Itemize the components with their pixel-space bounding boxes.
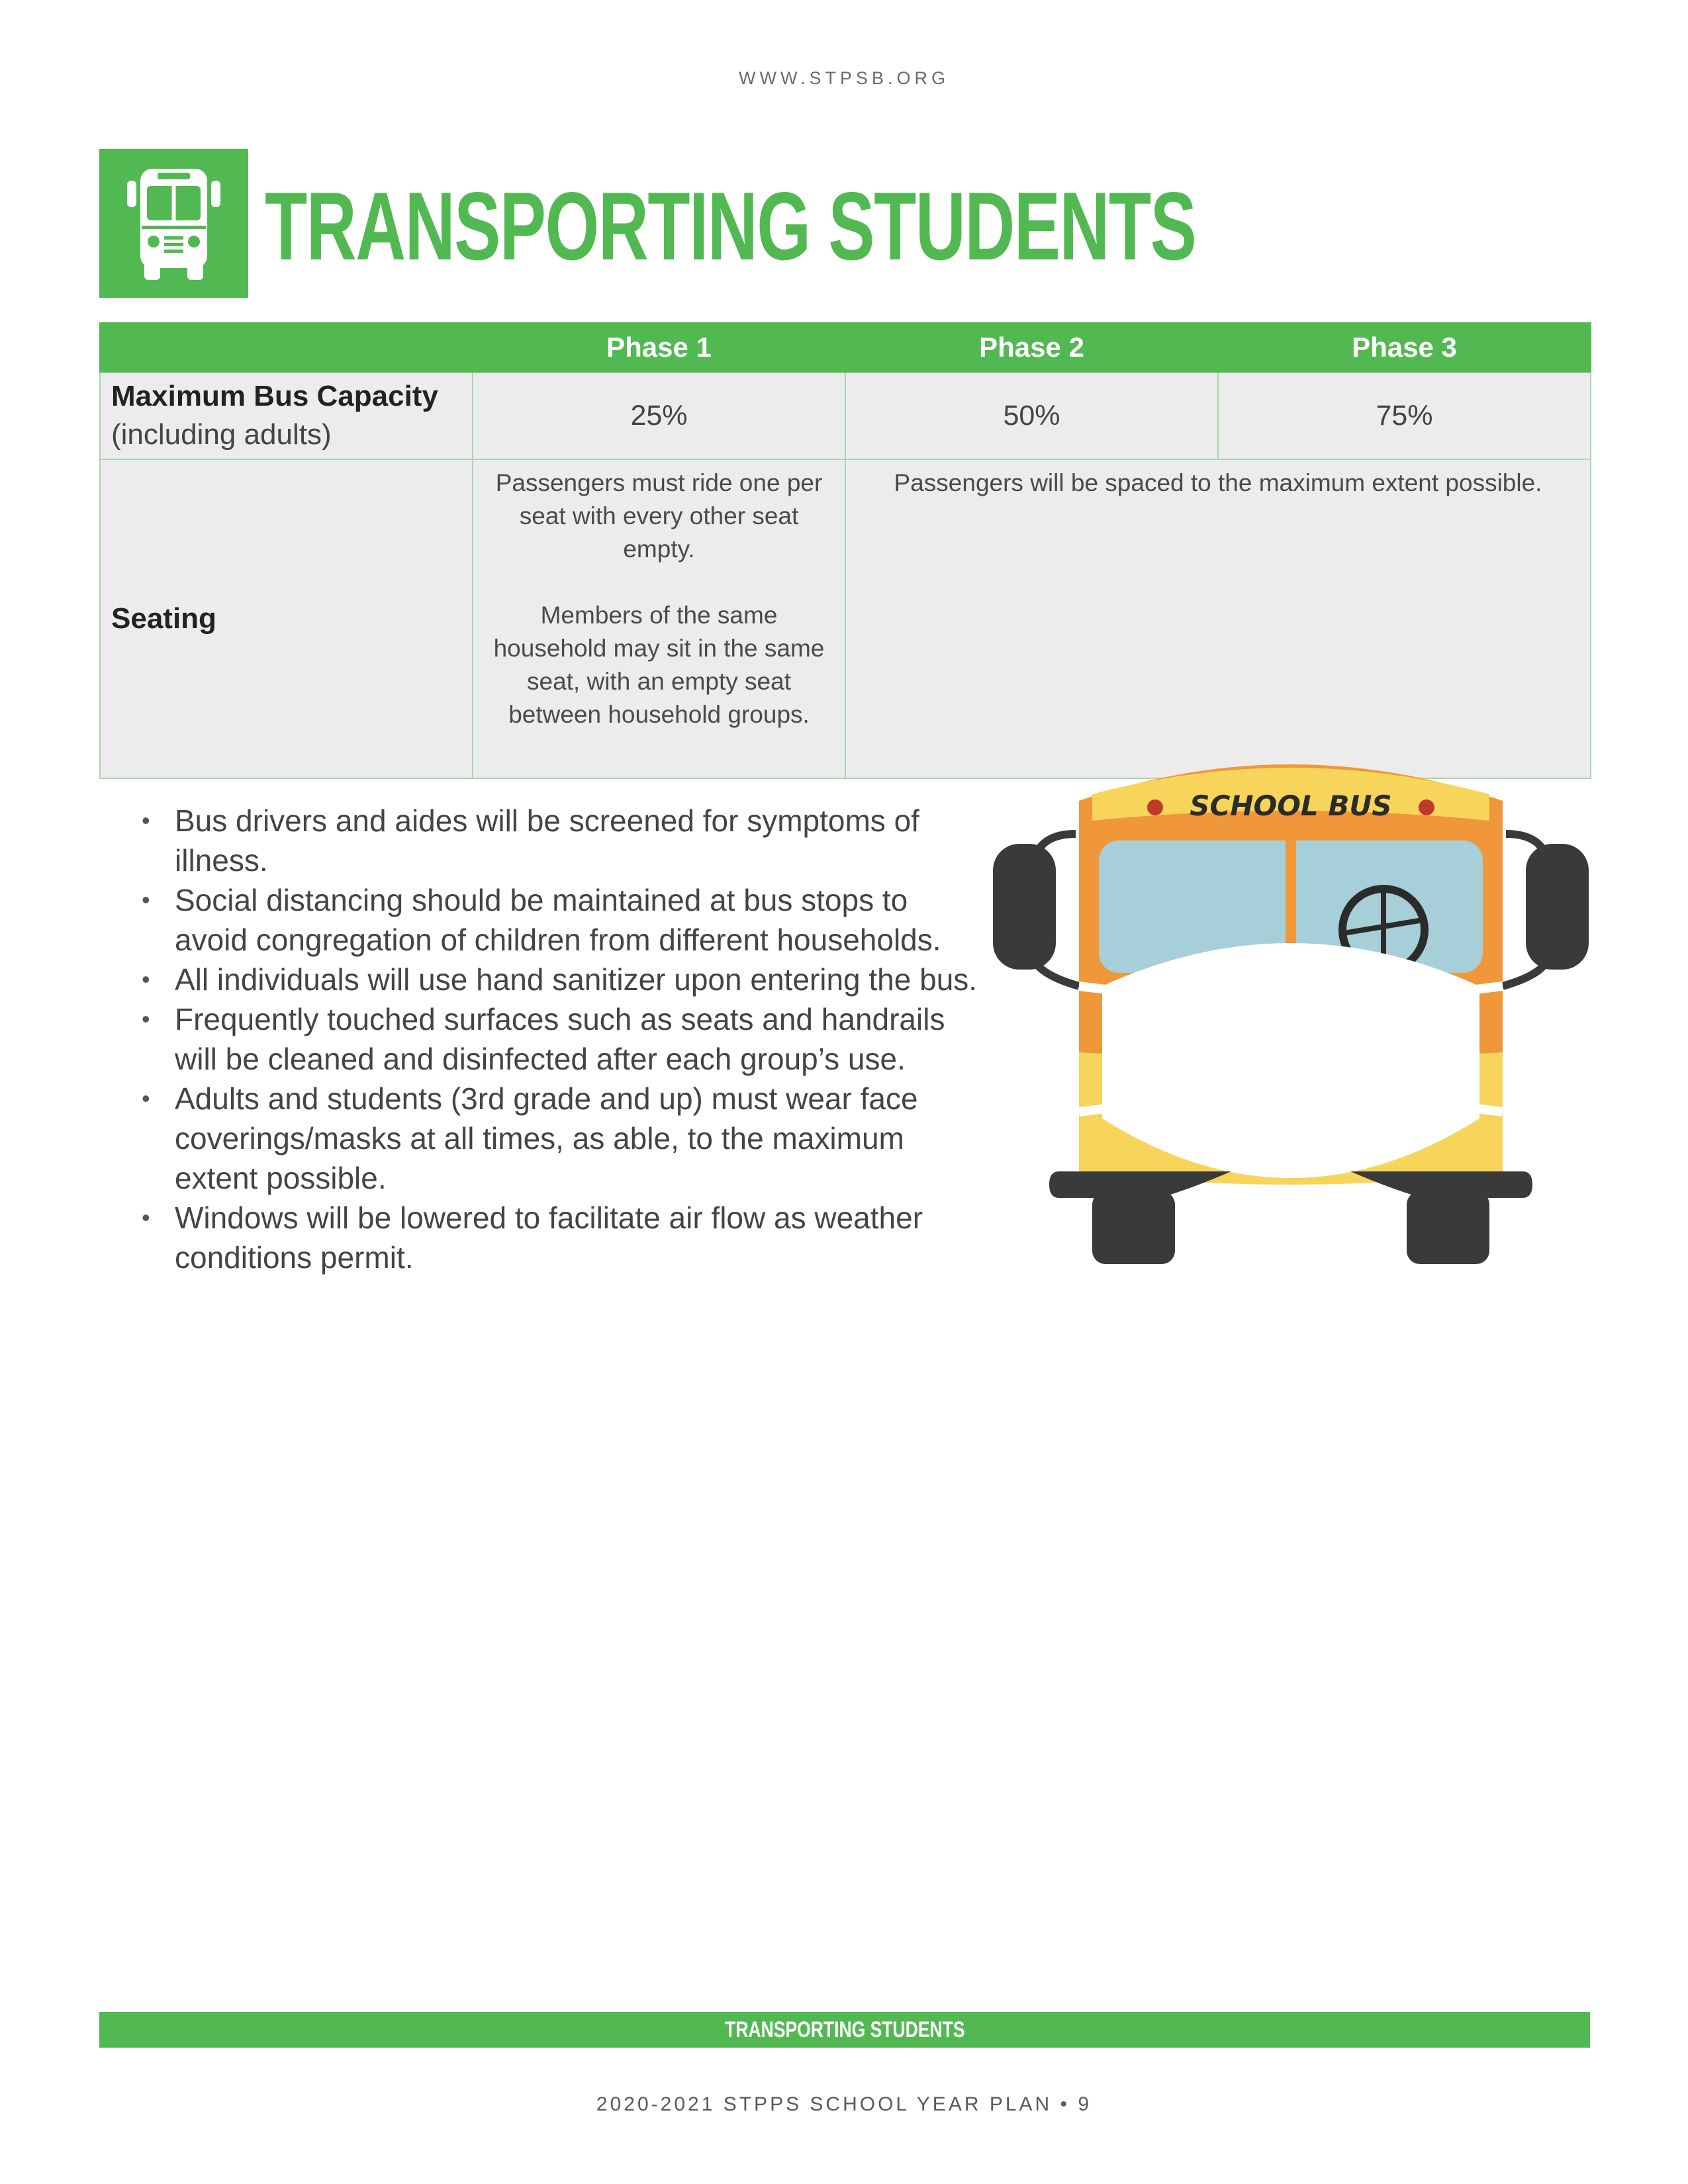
header-phase-2: Phase 2 <box>845 323 1218 372</box>
capacity-phase-3: 75% <box>1218 372 1591 459</box>
footer-section-bar <box>99 2012 1590 2048</box>
face-mask-icon <box>1102 943 1479 1178</box>
right-wheel-icon <box>1407 1191 1489 1264</box>
page-footer: 2020-2021 STPPS SCHOOL YEAR PLAN • 9 <box>596 2093 1092 2115</box>
list-item: • Bus drivers and aides will be screened for symptoms of illness. <box>175 801 982 880</box>
school-bus-icon <box>99 149 248 298</box>
capacity-sublabel: (including adults) <box>111 418 332 451</box>
page-title: TRANSPORTING STUDENTS <box>265 172 1196 280</box>
left-mirror-icon <box>993 844 1056 970</box>
list-item: • Adults and students (3rd grade and up) must wear face coverings/masks at all times, as able, to the maximum extent possible. <box>175 1079 982 1198</box>
list-item: • All individuals will use hand sanitizer upon entering the bus. <box>175 960 982 999</box>
table-row <box>100 372 1591 459</box>
list-item: • Social distancing should be maintained at bus stops to avoid congregation of children from different households. <box>175 880 982 960</box>
list-item: • Windows will be lowered to facilitate air flow as weather conditions permit. <box>175 1198 982 1277</box>
seating-label: Seating <box>111 602 216 635</box>
seating-row-header <box>100 459 473 778</box>
site-url: WWW.STPSB.ORG <box>739 68 949 88</box>
capacity-label: Maximum Bus Capacity <box>111 380 438 412</box>
bus-sign-text: SCHOOL BUS <box>1190 790 1392 822</box>
footer-section-label: TRANSPORTING STUDENTS <box>724 2017 965 2042</box>
masked-school-bus-illustration <box>986 735 1595 1284</box>
seating-phase-1-household: Members of the same household may sit in the same seat, with an empty seat between household groups. <box>493 602 825 728</box>
right-mirror-icon <box>1526 844 1589 970</box>
header-blank <box>100 323 473 372</box>
seating-phase-1-rule: Passengers must ride one per seat with every other seat empty. <box>495 469 823 563</box>
table-row <box>100 459 1591 778</box>
capacity-phase-2: 50% <box>845 372 1218 459</box>
table-header-row <box>100 323 1591 372</box>
capacity-row-header <box>100 372 473 459</box>
header-phase-3: Phase 3 <box>1218 323 1591 372</box>
guideline-list <box>132 801 982 1277</box>
list-item: • Frequently touched surfaces such as seats and handrails will be cleaned and disinfected after each group’s use. <box>175 999 982 1079</box>
header-phase-1: Phase 1 <box>473 323 845 372</box>
phase-table <box>99 322 1591 779</box>
capacity-phase-1: 25% <box>473 372 845 459</box>
left-wheel-icon <box>1092 1191 1175 1264</box>
seating-phase-2-3: Passengers will be spaced to the maximum extent possible. <box>845 459 1591 778</box>
seating-phase-1 <box>473 459 845 778</box>
